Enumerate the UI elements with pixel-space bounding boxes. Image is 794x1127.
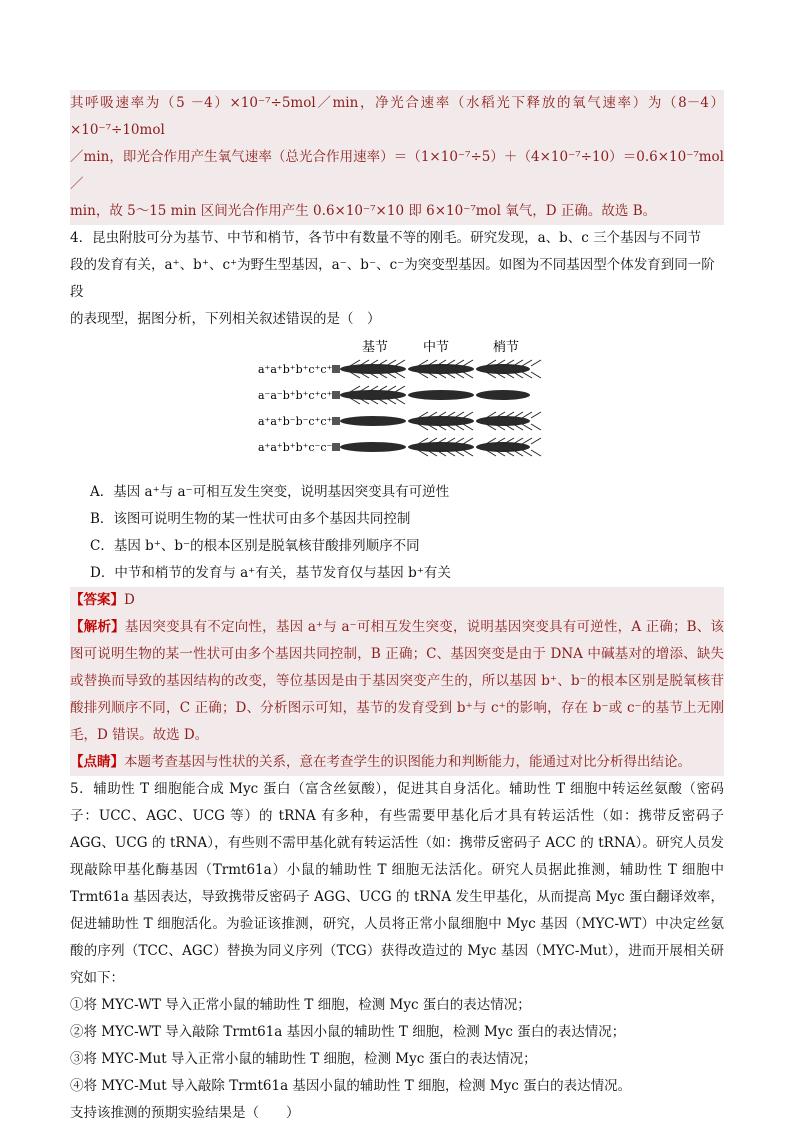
bristle (522, 438, 532, 444)
answer-value: D (124, 592, 135, 608)
q5-step-4: ④将 MYC-Mut 导入敲除 Trmt61a 基因小鼠的辅助性 T 细胞，检测 Myc 蛋白的表达情况。 (70, 1078, 632, 1094)
genotype-label: a⁻a⁻b⁺b⁺c⁺c⁺ (258, 389, 333, 402)
bristle (531, 424, 541, 430)
bristle (522, 412, 532, 418)
bristle (395, 398, 405, 404)
bristle (463, 438, 473, 444)
bristle (395, 372, 405, 378)
leg-segments-diagram (70, 337, 724, 473)
q4-comment (70, 749, 724, 776)
q4-stem-line-3: 的表现型，据图分析，下列相关叙述错误的是（ ） (70, 311, 381, 327)
q4-answer (70, 587, 724, 614)
q4-solution (70, 587, 724, 776)
q3-line-2: ／min，即光合作用产生氧气速率（总光合作用速率）＝（1×10⁻⁷÷5）＋（4×10⁻⁷÷10）＝0.6×10⁻⁷mol／ (70, 149, 724, 192)
q4-stem-line-1: 4．昆虫附肢可分为基节、中节和梢节，各节中有数量不等的刚毛。研究发现，a、b、c 三个基因与不同节 (70, 230, 702, 246)
bristle (395, 386, 405, 392)
answer-tag: 【答案】 (70, 592, 124, 608)
bristle (395, 360, 405, 366)
leg-base (332, 443, 340, 451)
q4-analysis (70, 614, 724, 749)
bristle (522, 450, 532, 456)
leg-base (332, 417, 340, 425)
analysis-text: 基因突变具有不定向性，基因 a⁺与 a⁻可相互发生突变，说明基因突变具有可逆性，A 正确；B、该图可说明生物的某一性状可由多个基因共同控制，B 正确；C、基因突变是由于 DNA 中碱基对的增添、缺失或替换而导致的基因结构的改变，等位基因是由于基因突变产生的，所以基因 b⁺、b⁻的根本区别是脱氧核苷酸排列顺序不同，C 正确；D、分析图示可知，基节的发育受到 b⁺与 c⁺的影响，存在 b⁻或 c⁻的基节上无刚毛，D 错误。故选 D。 (70, 619, 724, 743)
comment-tag: 【点睛】 (70, 754, 124, 770)
bristle (522, 372, 532, 378)
q5-step-1: ①将 MYC-WT 导入正常小鼠的辅助性 T 细胞，检测 Myc 蛋白的表达情况； (70, 997, 531, 1013)
bristle (531, 412, 541, 418)
genotype-label: a⁺a⁺b⁺b⁺c⁺c⁺ (258, 363, 333, 376)
bristle (531, 360, 541, 366)
bristle (463, 424, 473, 430)
genotype-label: a⁺a⁺b⁻b⁻c⁺c⁺ (258, 415, 333, 428)
leg-base (332, 391, 340, 399)
header-middle: 中节 (422, 340, 450, 355)
bristle (522, 424, 532, 430)
analysis-tag: 【解析】 (70, 619, 125, 635)
bristle (531, 438, 541, 444)
header-tip: 梢节 (492, 340, 520, 355)
q4-figure (70, 337, 724, 473)
leg-segment (340, 442, 406, 452)
bristle (463, 450, 473, 456)
leg-segment (340, 416, 406, 426)
q4-stem-line-2: 段的发育有关，a⁺、b⁺、c⁺为野生型基因，a⁻、b⁻、c⁻为突变型基因。如图为不同基因型个体发育到同一阶段 (70, 257, 715, 300)
header-basal: 基节 (361, 340, 389, 355)
q4-option-a: A．基因 a⁺与 a⁻可相互发生突变，说明基因突变具有可逆性 (90, 484, 450, 500)
q5-step-3: ③将 MYC-Mut 导入正常小鼠的辅助性 T 细胞，检测 Myc 蛋白的表达情况； (70, 1051, 537, 1067)
bristle (463, 372, 473, 378)
leg-segment (476, 390, 530, 400)
leg-segment (408, 390, 474, 400)
q3-line-3: min，故 5～15 min 区间光合作用产生 0.6×10⁻⁷×10 即 6×10⁻⁷mol 氧气，D 正确。故选 B。 (70, 203, 657, 219)
q4-option-b: B．该图可说明生物的某一性状可由多个基因共同控制 (90, 511, 411, 527)
q4-option-d: D．中节和梢节的发育与 a⁺有关，基节发育仅与基因 b⁺有关 (90, 565, 451, 581)
bristle (531, 372, 541, 378)
q4-option-c: C．基因 b⁺、b⁻的根本区别是脱氧核苷酸排列顺序不同 (90, 538, 420, 554)
genotype-label: a⁺a⁺b⁺b⁺c⁻c⁻ (258, 441, 333, 454)
q5-question: 支持该推测的预期实验结果是（ ） (70, 1105, 300, 1121)
document-page (70, 90, 724, 1127)
bristle (463, 412, 473, 418)
bristle (463, 360, 473, 366)
q3-line-1: 其呼吸速率为（5 －4）×10⁻⁷÷5mol／min，净光合速率（水稻光下释放的氧气速率）为（8－4）×10⁻⁷÷10mol (70, 95, 724, 138)
comment-text: 本题考查基因与性状的关系，意在考查学生的识图能力和判断能力，能通过对比分析得出结论。 (124, 754, 691, 770)
q5-step-2: ②将 MYC-WT 导入敲除 Trmt61a 基因小鼠的辅助性 T 细胞，检测 Myc 蛋白的表达情况； (70, 1024, 626, 1040)
q5-stem: 5．辅助性 T 细胞能合成 Myc 蛋白（富含丝氨酸），促进其自身活化。辅助性 T 细胞中转运丝氨酸（密码子：UCC、AGC、UCG 等）的 tRNA 有多种，有些需要甲基化后才具有转运活性（如：携带反密码子 AGG、UCG 的 tRNA），有些则不需甲基化就有转运活性（如：携带反密码子 ACC 的 tRNA）。研究人员发现敲除甲基化酶基因（Trmt61a）小鼠的辅助性 T 细胞无法活化。研究人员据此推测，辅助性 T 细胞中 Trmt61a 基因表达，导致携带反密码子 AGG、UCG 的 tRNA 发生甲基化，从而提高 Myc 蛋白翻译效率，促进辅助性 T 细胞活化。为验证该推测，研究，人员将正常小鼠细胞中 Myc 基因（MYC-WT）中决定丝氨酸的序列（TCC、AGC）替换为同义序列（TCG）获得改造过的 Myc 基因（MYC-Mut），进而开展相关研究如下： (70, 781, 724, 986)
q3-analysis-tail (70, 90, 724, 225)
bristle (522, 360, 532, 366)
leg-base (332, 365, 340, 373)
bristle (531, 450, 541, 456)
